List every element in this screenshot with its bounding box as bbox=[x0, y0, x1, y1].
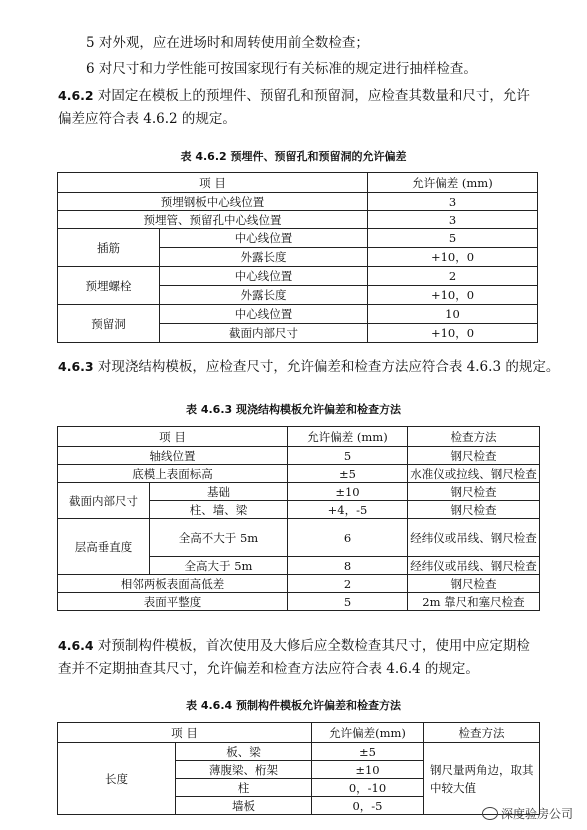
row-value: 2 bbox=[368, 267, 538, 286]
row-label: 基础 bbox=[150, 483, 288, 501]
header-deviation: 允许偏差 (mm) bbox=[368, 173, 538, 193]
row-value: 5 bbox=[368, 229, 538, 248]
row-label: 中心线位置 bbox=[160, 267, 368, 286]
row-method: 钢尺检查 bbox=[408, 501, 540, 519]
row-value: +10，0 bbox=[368, 248, 538, 267]
table-4-6-2 bbox=[57, 172, 538, 343]
row-deviation: 6 bbox=[288, 519, 408, 557]
row-deviation: ±5 bbox=[288, 465, 408, 483]
wechat-icon bbox=[482, 807, 498, 820]
row-value: +10，0 bbox=[368, 324, 538, 343]
clause-number: 4.6.4 bbox=[58, 638, 94, 653]
row-method: 钢尺量两角边，取其中较大值 bbox=[424, 743, 540, 815]
row-method: 经纬仪或吊线、钢尺检查 bbox=[408, 557, 540, 575]
row-deviation: +4，-5 bbox=[288, 501, 408, 519]
row-deviation: ±10 bbox=[312, 761, 424, 779]
header-deviation: 允许偏差(mm) bbox=[312, 723, 424, 743]
row-method: 钢尺检查 bbox=[408, 447, 540, 465]
clause-4-6-4 bbox=[58, 637, 530, 655]
row-label: 中心线位置 bbox=[160, 229, 368, 248]
header-method: 检查方法 bbox=[424, 723, 540, 743]
group-name: 截面内部尺寸 bbox=[58, 483, 150, 519]
row-method: 钢尺检查 bbox=[408, 575, 540, 593]
row-deviation: 5 bbox=[288, 447, 408, 465]
row-deviation: 5 bbox=[288, 593, 408, 611]
item-5: 5 对外观，应在进场时和周转使用前全数检查； bbox=[86, 35, 369, 51]
header-item: 项 目 bbox=[58, 723, 312, 743]
row-deviation: 0，-10 bbox=[312, 779, 424, 797]
group-name: 长度 bbox=[58, 743, 176, 815]
row-label: 预埋钢板中心线位置 bbox=[58, 193, 368, 211]
table-4-6-4 bbox=[57, 722, 540, 815]
clause-number: 4.6.2 bbox=[58, 88, 94, 103]
clause-text: 对现浇结构模板，应检查尺寸，允许偏差和检查方法应符合表 4.6.3 的规定。 bbox=[97, 359, 560, 375]
row-label: 预埋管、预留孔中心线位置 bbox=[58, 211, 368, 229]
group-name: 预留洞 bbox=[58, 305, 160, 343]
row-label: 截面内部尺寸 bbox=[160, 324, 368, 343]
row-label: 中心线位置 bbox=[160, 305, 368, 324]
row-method: 水准仪或拉线、钢尺检查 bbox=[408, 465, 540, 483]
row-deviation: 0，-5 bbox=[312, 797, 424, 815]
row-label: 薄腹梁、桁架 bbox=[176, 761, 312, 779]
clause-text: 对预制构件模板，首次使用及大修后应全数检查其尺寸，使用中应定期检 bbox=[97, 638, 530, 654]
row-deviation: 8 bbox=[288, 557, 408, 575]
row-label: 全高不大于 5m bbox=[150, 519, 288, 557]
header-deviation: 允许偏差 (mm) bbox=[288, 427, 408, 447]
row-method: 2m 靠尺和塞尺检查 bbox=[408, 593, 540, 611]
table-caption: 表 4.6.3 现浇结构模板允许偏差和检查方法 bbox=[186, 403, 401, 416]
row-label: 全高大于 5m bbox=[150, 557, 288, 575]
table-4-6-3 bbox=[57, 426, 540, 611]
row-value: 3 bbox=[368, 211, 538, 229]
row-label: 板、梁 bbox=[176, 743, 312, 761]
row-method: 经纬仪或吊线、钢尺检查 bbox=[408, 519, 540, 557]
clause-text: 对固定在模板上的预埋件、预留孔和预留洞，应检查其数量和尺寸，允许 bbox=[97, 88, 530, 104]
row-label: 外露长度 bbox=[160, 286, 368, 305]
clause-4-6-3 bbox=[58, 358, 559, 376]
row-label: 柱、墙、梁 bbox=[150, 501, 288, 519]
row-deviation: ±5 bbox=[312, 743, 424, 761]
watermark-text: 深度验房公司 bbox=[500, 807, 573, 821]
row-label: 相邻两板表面高低差 bbox=[58, 575, 288, 593]
row-value: +10，0 bbox=[368, 286, 538, 305]
table-caption: 表 4.6.2 预埋件、预留孔和预留洞的允许偏差 bbox=[180, 150, 407, 163]
header-item: 项 目 bbox=[58, 173, 368, 193]
group-name: 插筋 bbox=[58, 229, 160, 267]
watermark bbox=[482, 805, 573, 822]
row-label: 外露长度 bbox=[160, 248, 368, 267]
row-label: 表面平整度 bbox=[58, 593, 288, 611]
row-deviation: 2 bbox=[288, 575, 408, 593]
clause-4-6-4-cont: 查并不定期抽查其尺寸，允许偏差和检查方法应符合表 4.6.4 的规定。 bbox=[58, 661, 479, 677]
group-name: 预埋螺栓 bbox=[58, 267, 160, 305]
row-method: 钢尺检查 bbox=[408, 483, 540, 501]
row-value: 10 bbox=[368, 305, 538, 324]
row-label: 墙板 bbox=[176, 797, 312, 815]
clause-4-6-2-cont: 偏差应符合表 4.6.2 的规定。 bbox=[58, 111, 236, 127]
row-label: 柱 bbox=[176, 779, 312, 797]
row-label: 底模上表面标高 bbox=[58, 465, 288, 483]
row-deviation: ±10 bbox=[288, 483, 408, 501]
clause-4-6-2 bbox=[58, 87, 530, 105]
header-method: 检查方法 bbox=[408, 427, 540, 447]
table-caption: 表 4.6.4 预制构件模板允许偏差和检查方法 bbox=[186, 699, 401, 712]
row-value: 3 bbox=[368, 193, 538, 211]
group-name: 层高垂直度 bbox=[58, 519, 150, 575]
header-item: 项 目 bbox=[58, 427, 288, 447]
item-6: 6 对尺寸和力学性能可按国家现行有关标准的规定进行抽样检查。 bbox=[86, 61, 477, 77]
row-label: 轴线位置 bbox=[58, 447, 288, 465]
clause-number: 4.6.3 bbox=[58, 359, 94, 374]
